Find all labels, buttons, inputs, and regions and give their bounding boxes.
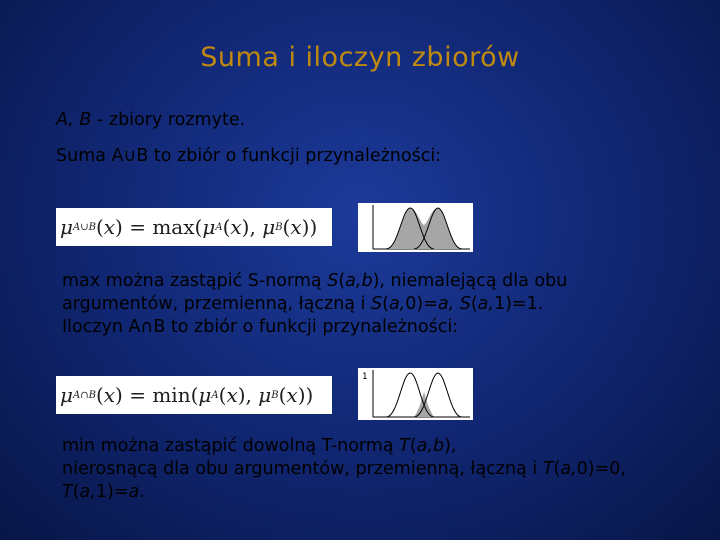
text: . — [139, 482, 145, 502]
var-x: x — [103, 215, 116, 239]
text: a, — [560, 459, 577, 479]
text: a,b — [345, 271, 373, 291]
union-prefix: Suma A — [56, 146, 124, 166]
tnorm-line-3 — [62, 481, 626, 504]
sets-label: A, B — [56, 110, 92, 130]
snorm-paragraph — [62, 270, 567, 339]
equals-min: = min — [129, 383, 191, 407]
text: ( — [72, 482, 80, 502]
text: ), niemalejącą dla obu — [372, 271, 568, 291]
intersection-operator: ∩ — [140, 317, 154, 337]
text: ( — [553, 459, 561, 479]
subscript: A∩B — [73, 389, 96, 401]
mu-symbol: μ — [198, 383, 212, 407]
text: a, S — [437, 294, 471, 314]
var-x: x — [286, 383, 298, 407]
union-definition-line — [56, 146, 441, 166]
text: ), — [444, 436, 457, 456]
membership-curve-a — [386, 373, 434, 417]
text: B to zbiór o funkcji przynależności: — [153, 317, 459, 337]
var-x: x — [226, 383, 238, 407]
union-formula: μ A∪B ( x ) = max ( μ A ( x ), μ B ( x )) — [56, 208, 332, 246]
subscript: B — [271, 389, 279, 401]
intro-line — [56, 110, 245, 130]
text: T — [62, 482, 73, 502]
subscript: A — [211, 389, 219, 401]
text: a — [128, 482, 140, 502]
intersection-definition-line — [62, 316, 567, 339]
text: 1)= — [95, 482, 129, 502]
snorm-line-1 — [62, 270, 567, 293]
text: S — [327, 271, 339, 291]
text: a, — [79, 482, 96, 502]
var-x: x — [290, 215, 302, 239]
text: 1)=1. — [493, 294, 544, 314]
text: max można zastąpić S-normą — [62, 271, 328, 291]
tnorm-line-1 — [62, 435, 626, 458]
intersection-plot-svg — [358, 368, 473, 420]
text: Iloczyn A — [62, 317, 141, 337]
text: T — [399, 436, 410, 456]
membership-curve-b — [414, 373, 462, 417]
intersection-plot — [358, 368, 473, 420]
text: S — [371, 294, 383, 314]
subscript: A — [215, 221, 223, 233]
intro-text: - zbiory rozmyte. — [91, 110, 246, 130]
subscript: B — [275, 221, 283, 233]
mu-symbol: μ — [262, 215, 276, 239]
text: ( — [470, 294, 478, 314]
intersection-formula: μ A∩B ( x ) = min ( μ A ( x ), μ B ( x )) — [56, 376, 332, 414]
text: ( — [338, 271, 346, 291]
snorm-line-2 — [62, 293, 567, 316]
union-suffix: B to zbiór o funkcji przynależności: — [136, 146, 442, 166]
union-area — [386, 208, 462, 249]
tnorm-paragraph — [62, 435, 626, 504]
equals-max: = max — [129, 215, 195, 239]
union-plot-svg — [358, 203, 473, 252]
text: argumentów, przemienną, łączną i — [62, 294, 371, 314]
slide-title: Suma i iloczyn zbiorów — [200, 42, 520, 73]
text: a,b — [416, 436, 445, 456]
var-x: x — [230, 215, 242, 239]
union-plot — [358, 203, 473, 252]
mu-symbol: μ — [60, 383, 73, 407]
var-x: x — [103, 383, 116, 407]
text: nierosnącą dla obu argumentów, przemienną, łączną i — [62, 459, 543, 479]
union-operator: ∪ — [123, 146, 137, 166]
text: ( — [382, 294, 389, 314]
mu-symbol: μ — [60, 215, 73, 239]
mu-symbol: μ — [258, 383, 272, 407]
subscript: A∪B — [73, 221, 96, 233]
text: 0)= — [405, 294, 438, 314]
text: a, — [477, 294, 494, 314]
text: T — [542, 459, 554, 479]
text: a, — [388, 294, 406, 314]
axis-label-one: 1 — [362, 372, 368, 382]
text: 0)=0, — [576, 459, 626, 479]
text: ( — [409, 436, 417, 456]
tnorm-line-2 — [62, 458, 626, 481]
mu-symbol: μ — [202, 215, 216, 239]
text: min można zastąpić dowolną T-normą — [62, 436, 400, 456]
